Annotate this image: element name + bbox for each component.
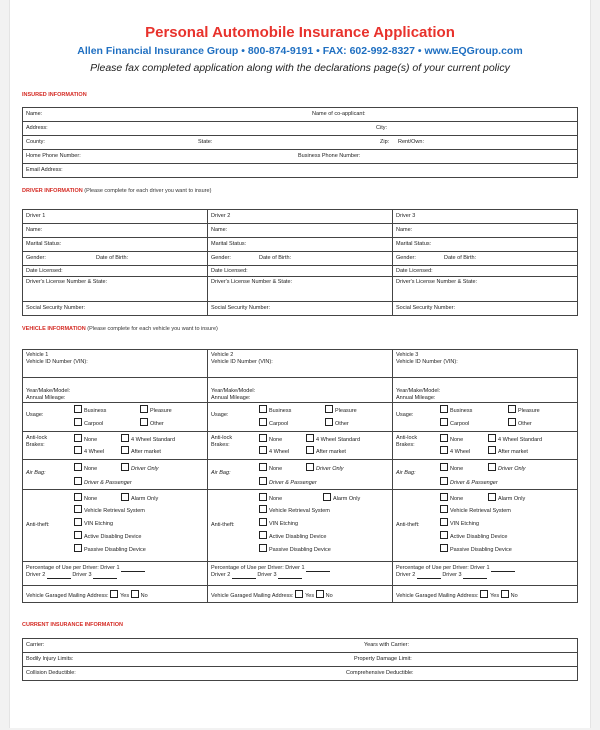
pct-driver2-blank[interactable]: [417, 573, 441, 579]
airbag-driver-only-checkbox[interactable]: [121, 463, 129, 471]
airbag-none-checkbox[interactable]: [74, 463, 82, 471]
antilock-label: Anti-lock Brakes:: [396, 435, 418, 448]
driver-1-title: Driver 1: [23, 210, 208, 224]
antilock-aftermarket-checkbox[interactable]: [488, 446, 496, 454]
antilock-label: Anti-lock Brakes:: [26, 435, 48, 448]
ymm-label: Year/Make/Model:: [211, 388, 256, 394]
usage-business-checkbox[interactable]: [74, 405, 82, 413]
licensed-label: Date Licensed:: [23, 266, 208, 277]
usage-row: Usage: Business Pleasure Carpool Other Usage: Business Pleasure Carpool Other Usage: Business Pleasure Carpool Other: [23, 403, 578, 432]
driver-name-label: Name:: [208, 224, 393, 238]
property-damage-label: Property Damage Limit:: [354, 656, 412, 662]
usage-carpool-checkbox[interactable]: [259, 418, 267, 426]
usage-label: Usage:: [396, 412, 414, 418]
antilock-4wheel-checkbox[interactable]: [440, 446, 448, 454]
usage-pleasure-checkbox[interactable]: [140, 405, 148, 413]
pct-driver1-blank[interactable]: [491, 566, 515, 572]
antitheft-none-checkbox[interactable]: [440, 493, 448, 501]
airbag-row: Air Bag: None Driver Only Driver & Passenger Air Bag: None Driver Only Driver & Passenger Air Bag: None Driver Only Driver & Passenger: [23, 460, 578, 490]
antitheft-none-checkbox[interactable]: [74, 493, 82, 501]
vehicle-table: [22, 349, 578, 603]
driver-name-label: Name:: [393, 224, 578, 238]
years-carrier-label: Years with Carrier:: [364, 642, 410, 648]
airbag-driver-only-checkbox[interactable]: [306, 463, 314, 471]
antitheft-passive-disabling-checkbox[interactable]: [259, 544, 267, 552]
ssn-label: Social Security Number:: [393, 302, 578, 316]
airbag-none-checkbox[interactable]: [259, 463, 267, 471]
current-insurance-heading: CURRENT INSURANCE INFORMATION: [22, 622, 124, 628]
pct-driver3-blank[interactable]: [93, 573, 117, 579]
airbag-driver-only-checkbox[interactable]: [488, 463, 496, 471]
pct-driver1-blank[interactable]: [306, 566, 330, 572]
email-label: Email Address:: [26, 167, 63, 173]
county-label: County:: [26, 139, 45, 145]
gender-label: Gender:: [396, 255, 416, 261]
application-page: [9, 0, 591, 728]
antitheft-active-disabling-checkbox[interactable]: [440, 531, 448, 539]
driver-2-title: Driver 2: [208, 210, 393, 224]
business-phone-label: Business Phone Number:: [298, 153, 361, 159]
driver-3-title: Driver 3: [393, 210, 578, 224]
usage-other-checkbox[interactable]: [325, 418, 333, 426]
garaged-yes-checkbox[interactable]: [110, 590, 118, 598]
usage-carpool-checkbox[interactable]: [440, 418, 448, 426]
airbag-none-checkbox[interactable]: [440, 463, 448, 471]
antitheft-retrieval-checkbox[interactable]: [259, 505, 267, 513]
licensed-label: Date Licensed:: [393, 266, 578, 277]
ssn-label: Social Security Number:: [23, 302, 208, 316]
license-label: Driver's License Number & State:: [393, 277, 578, 302]
pct-driver3-blank[interactable]: [278, 573, 302, 579]
garaged-yes-checkbox[interactable]: [480, 590, 488, 598]
company-info: Allen Financial Insurance Group • 800-874-9191 • FAX: 602-992-8327 • www.EQGroup.com: [77, 45, 523, 57]
insured-table: [22, 107, 578, 178]
vin-label: Vehicle ID Number (VIN):: [211, 359, 273, 365]
usage-carpool-checkbox[interactable]: [74, 418, 82, 426]
antitheft-label: Anti-theft:: [26, 522, 50, 528]
license-label: Driver's License Number & State:: [208, 277, 393, 302]
zip-label: Zip:: [380, 139, 390, 145]
antilock-none-checkbox[interactable]: [259, 434, 267, 442]
usage-pleasure-checkbox[interactable]: [325, 405, 333, 413]
home-phone-label: Home Phone Number:: [26, 153, 81, 159]
antitheft-alarm-only-checkbox[interactable]: [488, 493, 496, 501]
driver-table: [22, 209, 578, 316]
garaged-row: Vehicle Garaged Mailing Address: Yes No Vehicle Garaged Mailing Address: Yes No Vehicle Garaged Mailing Address: Yes No: [23, 586, 578, 603]
rentown-label: Rent/Own:: [398, 139, 424, 145]
pct-driver2-blank[interactable]: [47, 573, 71, 579]
antitheft-passive-disabling-checkbox[interactable]: [74, 544, 82, 552]
airbag-label: Air Bag:: [211, 470, 231, 476]
usage-other-checkbox[interactable]: [508, 418, 516, 426]
mileage-label: Annual Mileage:: [396, 395, 436, 401]
dob-label: Date of Birth:: [96, 255, 129, 261]
current-insurance-table: [22, 638, 578, 681]
antilock-4wheel-checkbox[interactable]: [259, 446, 267, 454]
marital-label: Marital Status:: [393, 238, 578, 252]
page-title: Personal Automobile Insurance Application: [145, 24, 455, 41]
garaged-no-checkbox[interactable]: [131, 590, 139, 598]
usage-pleasure-checkbox[interactable]: [508, 405, 516, 413]
antitheft-label: Anti-theft:: [211, 522, 235, 528]
antitheft-label: Anti-theft:: [396, 522, 420, 528]
pct-driver3-blank[interactable]: [463, 573, 487, 579]
ssn-label: Social Security Number:: [208, 302, 393, 316]
antitheft-alarm-only-checkbox[interactable]: [323, 493, 331, 501]
antilock-4wheel-standard-checkbox[interactable]: [306, 434, 314, 442]
vehicle-2-title: Vehicle 2: [211, 352, 234, 358]
ymm-label: Year/Make/Model:: [396, 388, 441, 394]
antitheft-active-disabling-checkbox[interactable]: [74, 531, 82, 539]
usage-other-checkbox[interactable]: [140, 418, 148, 426]
gender-label: Gender:: [26, 255, 46, 261]
antilock-row: Anti-lock Brakes: None 4 Wheel Standard 4 Wheel After market Anti-lock Brakes: None 4 Wheel Standard 4 Wheel After market Anti-lock Brakes: None 4 Wheel Standard 4 Wheel After market: [23, 432, 578, 460]
antitheft-alarm-only-checkbox[interactable]: [121, 493, 129, 501]
garaged-no-checkbox[interactable]: [316, 590, 324, 598]
vehicle-1-title: Vehicle 1: [26, 352, 49, 358]
carrier-label: Carrier:: [26, 642, 45, 648]
address-label: Address:: [26, 125, 48, 131]
antitheft-vin-etching-checkbox[interactable]: [74, 518, 82, 526]
antitheft-passive-disabling-checkbox[interactable]: [440, 544, 448, 552]
antilock-4wheel-standard-checkbox[interactable]: [488, 434, 496, 442]
mileage-label: Annual Mileage:: [211, 395, 251, 401]
airbag-label: Air Bag:: [396, 470, 416, 476]
antitheft-retrieval-checkbox[interactable]: [440, 505, 448, 513]
mileage-label: Annual Mileage:: [26, 395, 66, 401]
antilock-none-checkbox[interactable]: [440, 434, 448, 442]
license-label: Driver's License Number & State:: [23, 277, 208, 302]
pct-driver2-blank[interactable]: [232, 573, 256, 579]
antilock-4wheel-checkbox[interactable]: [74, 446, 82, 454]
usage-business-checkbox[interactable]: [259, 405, 267, 413]
garaged-no-checkbox[interactable]: [501, 590, 509, 598]
airbag-driver-passenger-checkbox[interactable]: [259, 477, 267, 485]
garaged-yes-checkbox[interactable]: [295, 590, 303, 598]
comprehensive-label: Comprehensive Deductible:: [346, 670, 414, 676]
airbag-driver-passenger-checkbox[interactable]: [74, 477, 82, 485]
gender-label: Gender:: [211, 255, 231, 261]
dob-label: Date of Birth:: [444, 255, 477, 261]
ymm-label: Year/Make/Model:: [26, 388, 71, 394]
name-label: Name:: [26, 111, 43, 117]
antilock-4wheel-standard-checkbox[interactable]: [121, 434, 129, 442]
antitheft-row: Anti-theft: None Alarm Only Vehicle Retrieval System VIN Etching Active Disabling Device Passive Disabling Device Anti-theft: None Alarm Only Vehicle Retrieval System VIN Etching Active Disabling Device Passive Disabling Device Anti-theft: None Alarm Only Vehicle Retrieval System VIN Etching Active Disabling Device Passive Disabling Device: [23, 490, 578, 562]
antilock-none-checkbox[interactable]: [74, 434, 82, 442]
coapplicant-label: Name of co-applicant:: [312, 111, 366, 117]
airbag-label: Air Bag:: [26, 470, 46, 476]
usage-label: Usage:: [211, 412, 229, 418]
collision-label: Collision Deductible:: [26, 670, 76, 676]
state-label: State:: [198, 139, 213, 145]
instructions: Please fax completed application along with the declarations page(s) of your current policy: [90, 62, 510, 74]
vehicle-3-title: Vehicle 3: [396, 352, 419, 358]
marital-label: Marital Status:: [208, 238, 393, 252]
usage-label: Usage:: [26, 412, 44, 418]
city-label: City:: [376, 125, 387, 131]
vin-label: Vehicle ID Number (VIN):: [26, 359, 88, 365]
antitheft-vin-etching-checkbox[interactable]: [440, 518, 448, 526]
airbag-driver-passenger-checkbox[interactable]: [440, 477, 448, 485]
antitheft-active-disabling-checkbox[interactable]: [259, 531, 267, 539]
pct-driver1-blank[interactable]: [121, 566, 145, 572]
driver-heading: DRIVER INFORMATION (Please complete for each driver you want to insure): [22, 188, 212, 194]
driver-name-label: Name:: [23, 224, 208, 238]
antitheft-retrieval-checkbox[interactable]: [74, 505, 82, 513]
vin-label: Vehicle ID Number (VIN):: [396, 359, 458, 365]
usage-business-checkbox[interactable]: [440, 405, 448, 413]
insured-heading: INSURED INFORMATION: [22, 92, 87, 98]
dob-label: Date of Birth:: [259, 255, 292, 261]
marital-label: Marital Status:: [23, 238, 208, 252]
antilock-aftermarket-checkbox[interactable]: [306, 446, 314, 454]
antilock-aftermarket-checkbox[interactable]: [121, 446, 129, 454]
bodily-injury-label: Bodily Injury Limits:: [26, 656, 74, 662]
antilock-label: Anti-lock Brakes:: [211, 435, 233, 448]
vehicle-heading: VEHICLE INFORMATION (Please complete for each vehicle you want to insure): [22, 326, 218, 332]
licensed-label: Date Licensed:: [208, 266, 393, 277]
percentage-row: Percentage of Use per Driver: Driver 1 Driver 2 Driver 3 Percentage of Use per Driver: Driver 1 Driver 2 Driver 3 Percentage of Use per Driver: Driver 1 Driver 2 Driver 3: [23, 562, 578, 586]
antitheft-vin-etching-checkbox[interactable]: [259, 518, 267, 526]
antitheft-none-checkbox[interactable]: [259, 493, 267, 501]
